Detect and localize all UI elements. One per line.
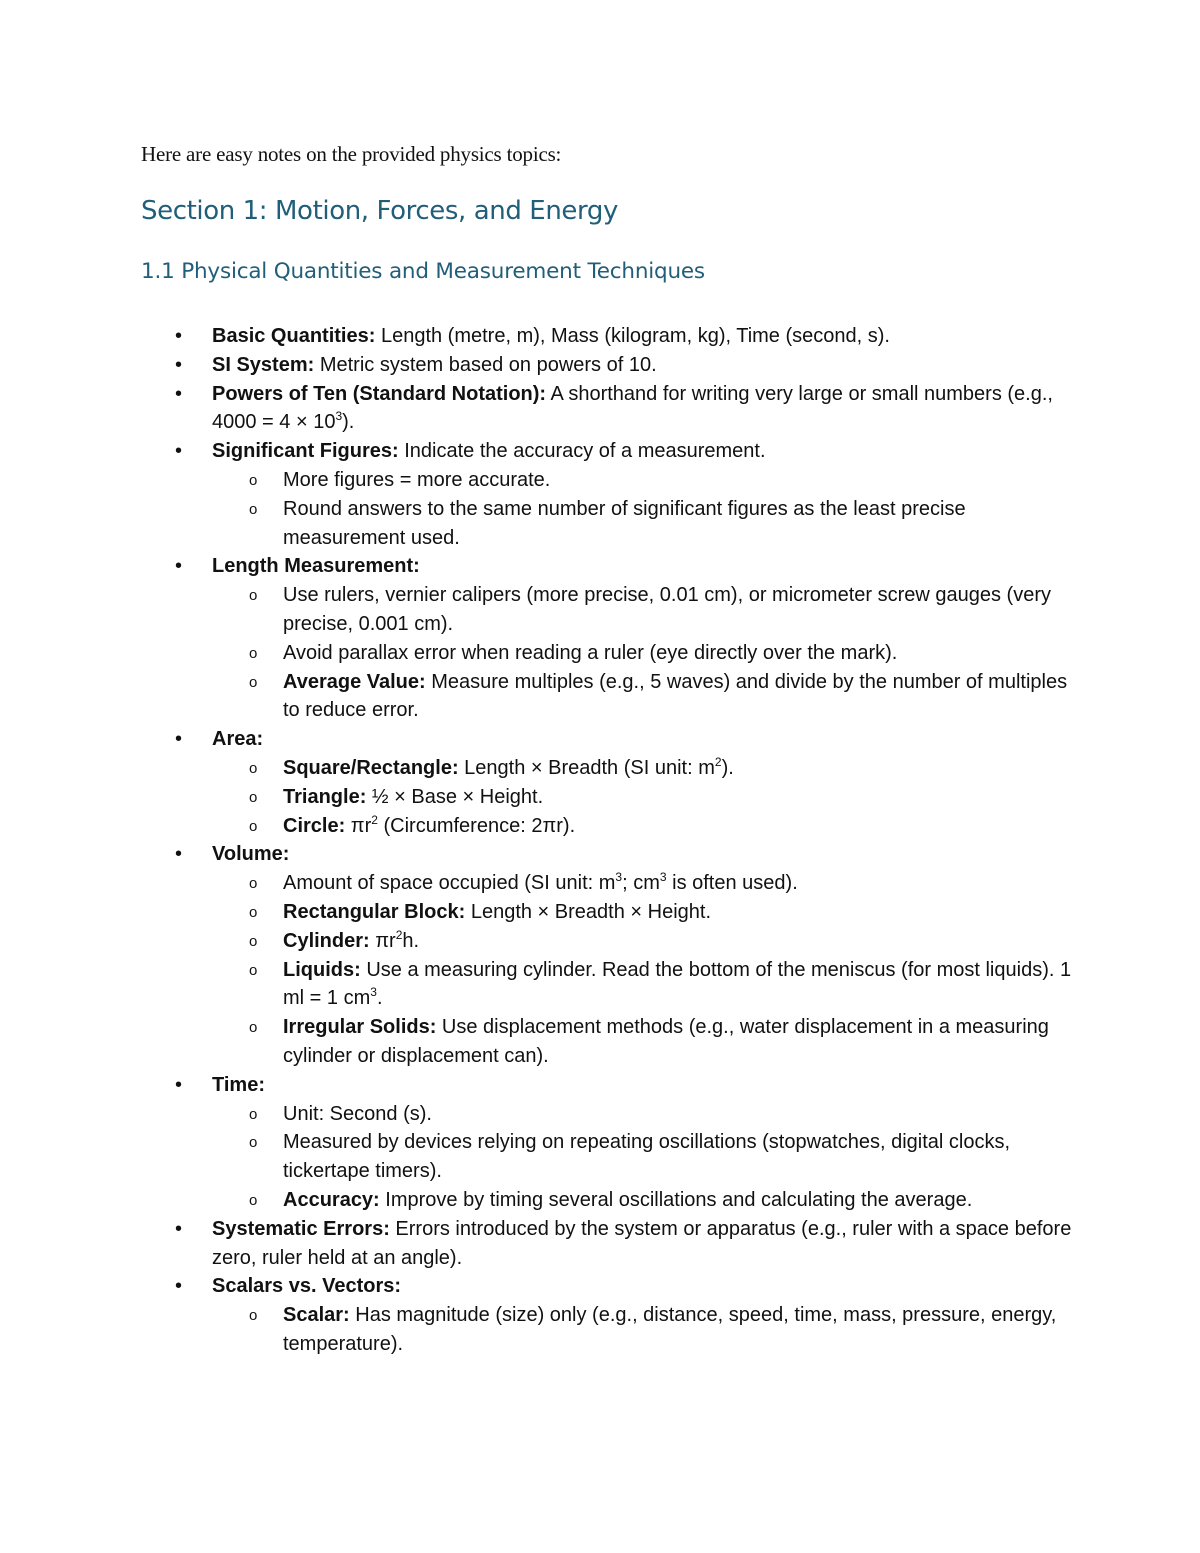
item-text: Metric system based on powers of 10. bbox=[314, 353, 657, 376]
list-item-si-system bbox=[212, 351, 1072, 380]
item-text: Amount of space occupied (SI unit: m bbox=[283, 872, 616, 895]
sub-item-triangle bbox=[283, 783, 1072, 812]
list-item-basic-quantities bbox=[212, 322, 1072, 351]
intro-text: Here are easy notes on the provided physics topics: bbox=[141, 142, 562, 166]
superscript: 2 bbox=[714, 754, 722, 769]
item-text: πr bbox=[345, 814, 372, 837]
sub-item-liquids bbox=[283, 956, 1072, 1014]
item-text: A shorthand for writing very large or small numbers (e.g., 4000 = 4 × 10 bbox=[212, 382, 1053, 434]
sub-list bbox=[212, 1301, 1072, 1359]
sub-item-scalar bbox=[283, 1301, 1072, 1359]
item-text: Errors introduced by the system or apparatus (e.g., ruler with a space before zero, ruler held at an angle). bbox=[212, 1217, 1072, 1269]
sub-item: o More figures = more accurate. bbox=[283, 466, 1072, 495]
list-item-significant-figures bbox=[212, 437, 1072, 552]
term-label: Significant Figures: bbox=[212, 440, 399, 463]
term-label: Systematic Errors: bbox=[212, 1217, 390, 1240]
sub-list bbox=[212, 581, 1072, 725]
item-text-after: . bbox=[376, 987, 383, 1010]
term-label: Basic Quantities: bbox=[212, 325, 376, 347]
superscript: 3 bbox=[335, 409, 343, 424]
term-label: Cylinder: bbox=[283, 929, 370, 952]
sub-item: o Use rulers, vernier calipers (more precise, 0.01 cm), or micrometer screw gauges (very precise, 0.001 cm). bbox=[283, 581, 1072, 639]
item-text-after: ). bbox=[342, 411, 355, 434]
sub-item-amount-of-space bbox=[283, 869, 1072, 898]
item-text: Length (metre, m), Mass (kilogram, kg), Time (second, s). bbox=[375, 325, 890, 347]
item-text-after: (Circumference: 2πr). bbox=[377, 814, 576, 837]
term-label: Irregular Solids: bbox=[283, 1016, 437, 1039]
section-heading: Section 1: Motion, Forces, and Energy bbox=[141, 196, 618, 226]
term-label: Circle: bbox=[283, 814, 346, 837]
list-item-area bbox=[212, 725, 1072, 840]
sub-item: o Measured by devices relying on repeating oscillations (stopwatches, digital clocks, tickertape timers). bbox=[283, 1128, 1072, 1186]
superscript: 3 bbox=[615, 870, 623, 885]
term-label: Accuracy: bbox=[283, 1188, 380, 1211]
sub-list bbox=[212, 754, 1072, 840]
sub-list bbox=[212, 1100, 1072, 1215]
list-item-volume bbox=[212, 840, 1072, 1070]
item-text-after: ). bbox=[721, 756, 734, 779]
sub-item: o Avoid parallax error when reading a ruler (eye directly over the mark). bbox=[283, 639, 1072, 668]
term-label: SI System: bbox=[212, 353, 315, 376]
item-text: Use displacement methods (e.g., water displacement in a measuring cylinder or displacement can). bbox=[283, 1016, 1049, 1067]
sub-item: o Round answers to the same number of significant figures as the least precise measurement used. bbox=[283, 495, 1072, 553]
item-text-after: is often used). bbox=[666, 872, 798, 895]
list-item-time bbox=[212, 1071, 1072, 1215]
term-label: Time: bbox=[212, 1073, 265, 1096]
list-item-length-measurement bbox=[212, 552, 1072, 725]
sub-item-average-value bbox=[283, 668, 1072, 726]
item-text: Use a measuring cylinder. Read the bottom of the meniscus (for most liquids). 1 ml = 1 cm bbox=[283, 958, 1072, 1010]
item-text: Improve by timing several oscillations and calculating the average. bbox=[379, 1188, 973, 1211]
term-label: Square/Rectangle: bbox=[283, 756, 459, 779]
list-item-systematic-errors bbox=[212, 1215, 1072, 1273]
term-label: Average Value: bbox=[283, 670, 426, 693]
term-label: Liquids: bbox=[283, 958, 361, 981]
sub-item-accuracy bbox=[283, 1186, 1072, 1215]
item-text: Indicate the accuracy of a measurement. bbox=[398, 440, 766, 463]
sub-list bbox=[212, 869, 1072, 1071]
item-text: Measure multiples (e.g., 5 waves) and divide by the number of multiples to reduce error. bbox=[283, 670, 1068, 722]
term-label: Rectangular Block: bbox=[283, 900, 466, 923]
term-label: Volume: bbox=[212, 843, 290, 866]
superscript: 2 bbox=[371, 812, 378, 827]
superscript: 2 bbox=[395, 927, 403, 942]
list-item-scalars-vectors bbox=[212, 1272, 1072, 1358]
list-item-powers-of-ten bbox=[212, 380, 1072, 438]
item-text: Has magnitude (size) only (e.g., distance, speed, time, mass, pressure, energy, temperature). bbox=[283, 1304, 1057, 1355]
sub-item-circle bbox=[283, 812, 1072, 841]
term-label: Scalar: bbox=[283, 1304, 350, 1327]
sub-item-cylinder bbox=[283, 927, 1072, 956]
item-text-after: h. bbox=[402, 929, 420, 952]
item-text: Length × Breadth × Height. bbox=[465, 900, 711, 923]
sub-item: o Unit: Second (s). bbox=[283, 1100, 1072, 1129]
item-text: πr bbox=[369, 929, 396, 952]
term-label: Powers of Ten (Standard Notation): bbox=[212, 382, 547, 405]
term-label: Length Measurement: bbox=[212, 555, 420, 578]
sub-item-square-rectangle bbox=[283, 754, 1072, 783]
term-label: Scalars vs. Vectors: bbox=[212, 1275, 402, 1298]
superscript: 3 bbox=[659, 870, 667, 885]
superscript: 3 bbox=[370, 985, 377, 1000]
sub-list bbox=[212, 466, 1072, 552]
sub-item-rectangular-block bbox=[283, 898, 1072, 927]
notes-list bbox=[212, 322, 1072, 1359]
sub-item-irregular-solids bbox=[283, 1013, 1072, 1071]
subsection-heading: 1.1 Physical Quantities and Measurement Techniques bbox=[141, 259, 705, 284]
item-text-mid: ; cm bbox=[622, 872, 660, 895]
item-text: ½ × Base × Height. bbox=[366, 785, 544, 808]
term-label: Area: bbox=[212, 728, 264, 751]
term-label: Triangle: bbox=[283, 785, 367, 808]
item-text: Length × Breadth (SI unit: m bbox=[458, 756, 715, 779]
